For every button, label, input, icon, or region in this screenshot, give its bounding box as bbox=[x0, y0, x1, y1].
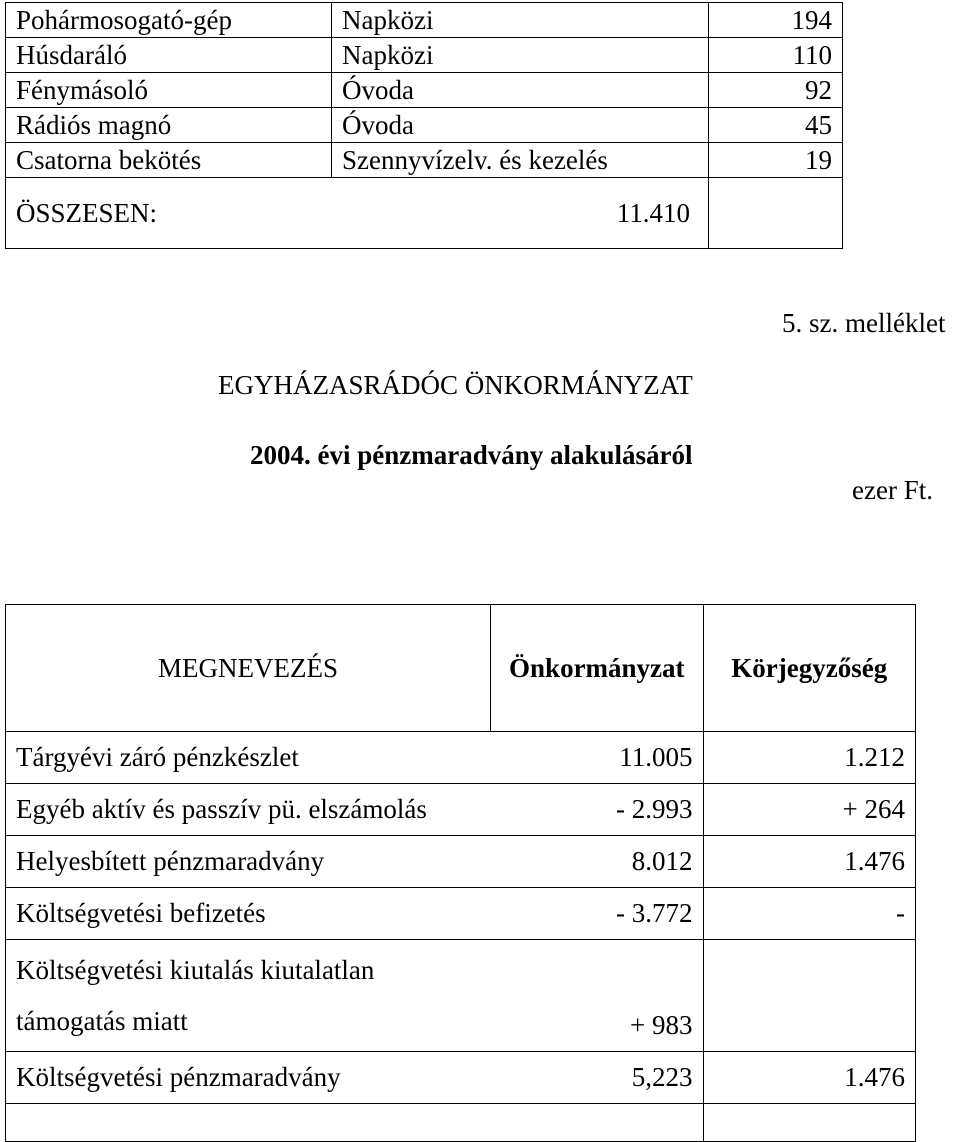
row-label: Költségvetési pénzmaradvány bbox=[6, 1052, 491, 1104]
table-row bbox=[6, 732, 916, 784]
unit-label: ezer Ft. bbox=[852, 475, 933, 505]
row-municipality-value: 8.012 bbox=[491, 836, 703, 888]
table-row bbox=[6, 3, 843, 38]
row-label bbox=[6, 940, 491, 1052]
place-cell: Szennyvízelv. és kezelés bbox=[332, 143, 709, 178]
amount-cell: 194 bbox=[709, 3, 843, 38]
row-notary-value: 1.212 bbox=[703, 732, 915, 784]
place-cell: Napközi bbox=[332, 38, 709, 73]
total-row bbox=[6, 178, 843, 249]
place-cell: Napközi bbox=[332, 3, 709, 38]
row-municipality-value: - 2.993 bbox=[491, 784, 703, 836]
item-cell: Csatorna bekötés bbox=[6, 143, 332, 178]
table-header-row bbox=[6, 605, 916, 732]
table-row bbox=[6, 888, 916, 940]
table-row bbox=[6, 1052, 916, 1104]
empty-cell bbox=[709, 178, 843, 249]
row-notary-value: 1.476 bbox=[703, 1052, 915, 1104]
row-municipality-value: + 983 bbox=[491, 940, 703, 1052]
equipment-table bbox=[5, 2, 843, 249]
org-title: EGYHÁZASRÁDÓC ÖNKORMÁNYZAT bbox=[218, 370, 693, 400]
amount-cell: 19 bbox=[709, 143, 843, 178]
row-label-line2: támogatás miatt bbox=[16, 1005, 188, 1036]
total-label: ÖSSZESEN: bbox=[16, 198, 158, 228]
table-row bbox=[6, 836, 916, 888]
row-notary-value: 1.476 bbox=[703, 836, 915, 888]
row-label: Egyéb aktív és passzív pü. elszámolás bbox=[6, 784, 491, 836]
amount-cell: 110 bbox=[709, 38, 843, 73]
annex-label: 5. sz. melléklet bbox=[782, 308, 946, 338]
row-notary-value: - bbox=[703, 888, 915, 940]
row-label-line1: Költségvetési kiutalás kiutalatlan bbox=[16, 954, 375, 985]
row-municipality-value: 5,223 bbox=[491, 1052, 703, 1104]
table-row bbox=[6, 38, 843, 73]
table-row bbox=[6, 940, 916, 1052]
item-cell: Pohármosogató-gép bbox=[6, 3, 332, 38]
place-cell: Óvoda bbox=[332, 108, 709, 143]
row-label: Helyesbített pénzmaradvány bbox=[6, 836, 491, 888]
header-municipality: Önkormányzat bbox=[491, 605, 703, 732]
table-row bbox=[6, 784, 916, 836]
header-name: MEGNEVEZÉS bbox=[6, 605, 491, 732]
row-notary-value: + 264 bbox=[703, 784, 915, 836]
amount-cell: 92 bbox=[709, 73, 843, 108]
row-municipality-value: 11.005 bbox=[491, 732, 703, 784]
document-subtitle: 2004. évi pénzmaradvány alakulásáról bbox=[250, 440, 693, 470]
place-cell: Óvoda bbox=[332, 73, 709, 108]
row-label: Tárgyévi záró pénzkészlet bbox=[6, 732, 491, 784]
table-row bbox=[6, 143, 843, 178]
table-row bbox=[6, 108, 843, 143]
item-cell: Fénymásoló bbox=[6, 73, 332, 108]
row-label: Költségvetési befizetés bbox=[6, 888, 491, 940]
item-cell: Rádiós magnó bbox=[6, 108, 332, 143]
row-municipality-value: - 3.772 bbox=[491, 888, 703, 940]
row-notary-value bbox=[703, 940, 915, 1052]
total-value: 11.410 bbox=[616, 198, 690, 228]
table-row bbox=[6, 73, 843, 108]
header-notary-office: Körjegyzőség bbox=[703, 605, 915, 732]
balance-table bbox=[5, 604, 916, 1142]
item-cell: Húsdaráló bbox=[6, 38, 332, 73]
amount-cell: 45 bbox=[709, 108, 843, 143]
total-cell bbox=[6, 178, 709, 249]
